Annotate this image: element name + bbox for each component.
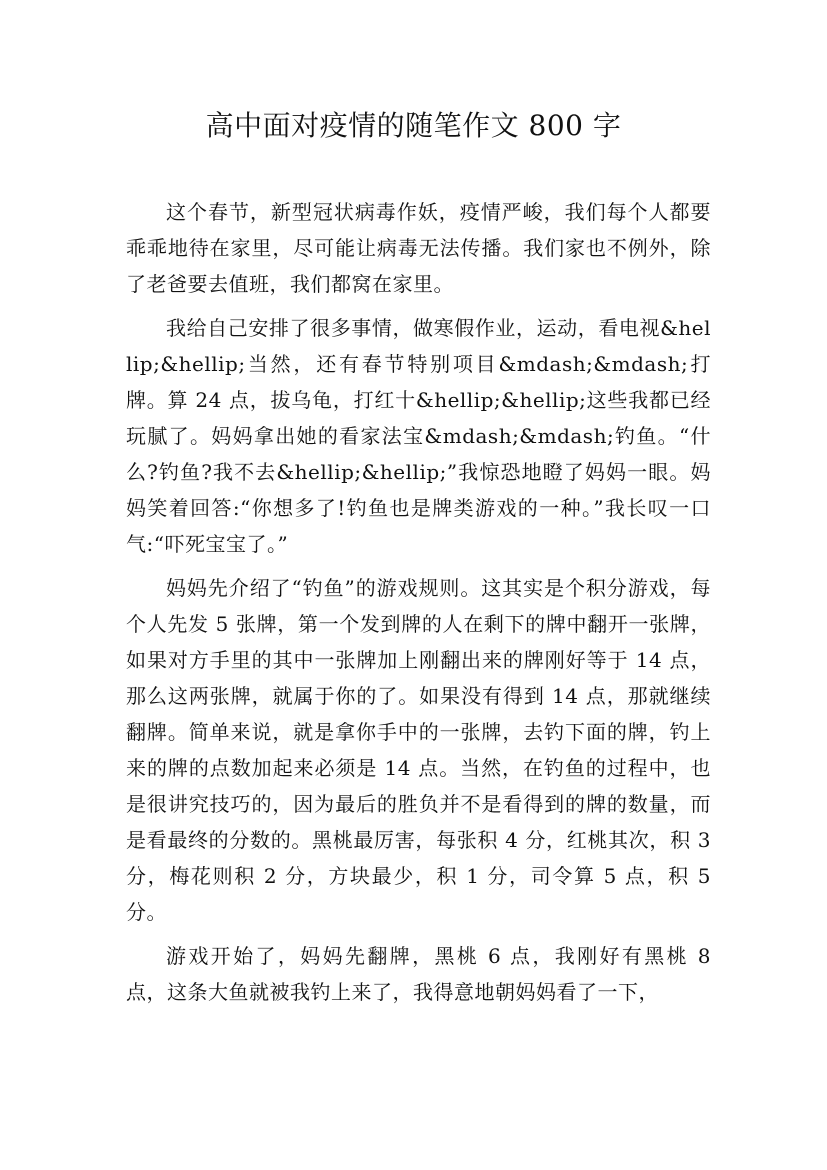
- document-body: [126, 194, 711, 1018]
- paragraph-1: 这个春节，新型冠状病毒作妖，疫情严峻，我们每个人都要乖乖地待在家里，尽可能让病毒无法传播。我们家也不例外，除了老爸要去值班，我们都窝在家里。: [126, 200, 711, 296]
- paragraph-4: 游戏开始了，妈妈先翻牌，黑桃 6 点，我刚好有黑桃 8 点，这条大鱼就被我钓上来了，我得意地朝妈妈看了一下，: [126, 944, 711, 1004]
- paragraph-2: 我给自己安排了很多事情，做寒假作业，运动，看电视&hellip;&hellip;当然，还有春节特别项目&mdash;&mdash;打牌。算 24 点，拔乌龟，打红十&hellip;&hellip;这些我都已经玩腻了。妈妈拿出她的看家法宝&mdash;&mdash;钓鱼。“什么?钓鱼?我不去&hellip;&hellip;”我惊恐地瞪了妈妈一眼。妈妈笑着回答:“你想多了!钓鱼也是牌类游戏的一种。”我长叹一口气:“吓死宝宝了。”: [126, 316, 711, 556]
- document-title: 高中面对疫情的随笔作文 800 字: [205, 109, 622, 142]
- paragraph-3: 妈妈先介绍了“钓鱼”的游戏规则。这其实是个积分游戏，每个人先发 5 张牌，第一个发到牌的人在剩下的牌中翻开一张牌，如果对方手里的其中一张牌加上刚翻出来的牌刚好等于 14 点，那么这两张牌，就属于你的了。如果没有得到 14 点，那就继续翻牌。简单来说，就是拿你手中的一张牌，去钓下面的牌，钓上来的牌的点数加起来必须是 14 点。当然，在钓鱼的过程中，也是很讲究技巧的，因为最后的胜负并不是看得到的牌的数量，而是看最终的分数的。黑桃最厉害，每张积 4 分，红桃其次，积 3 分，梅花则积 2 分，方块最少，积 1 分，司令算 5 点，积 5 分。: [126, 576, 711, 924]
